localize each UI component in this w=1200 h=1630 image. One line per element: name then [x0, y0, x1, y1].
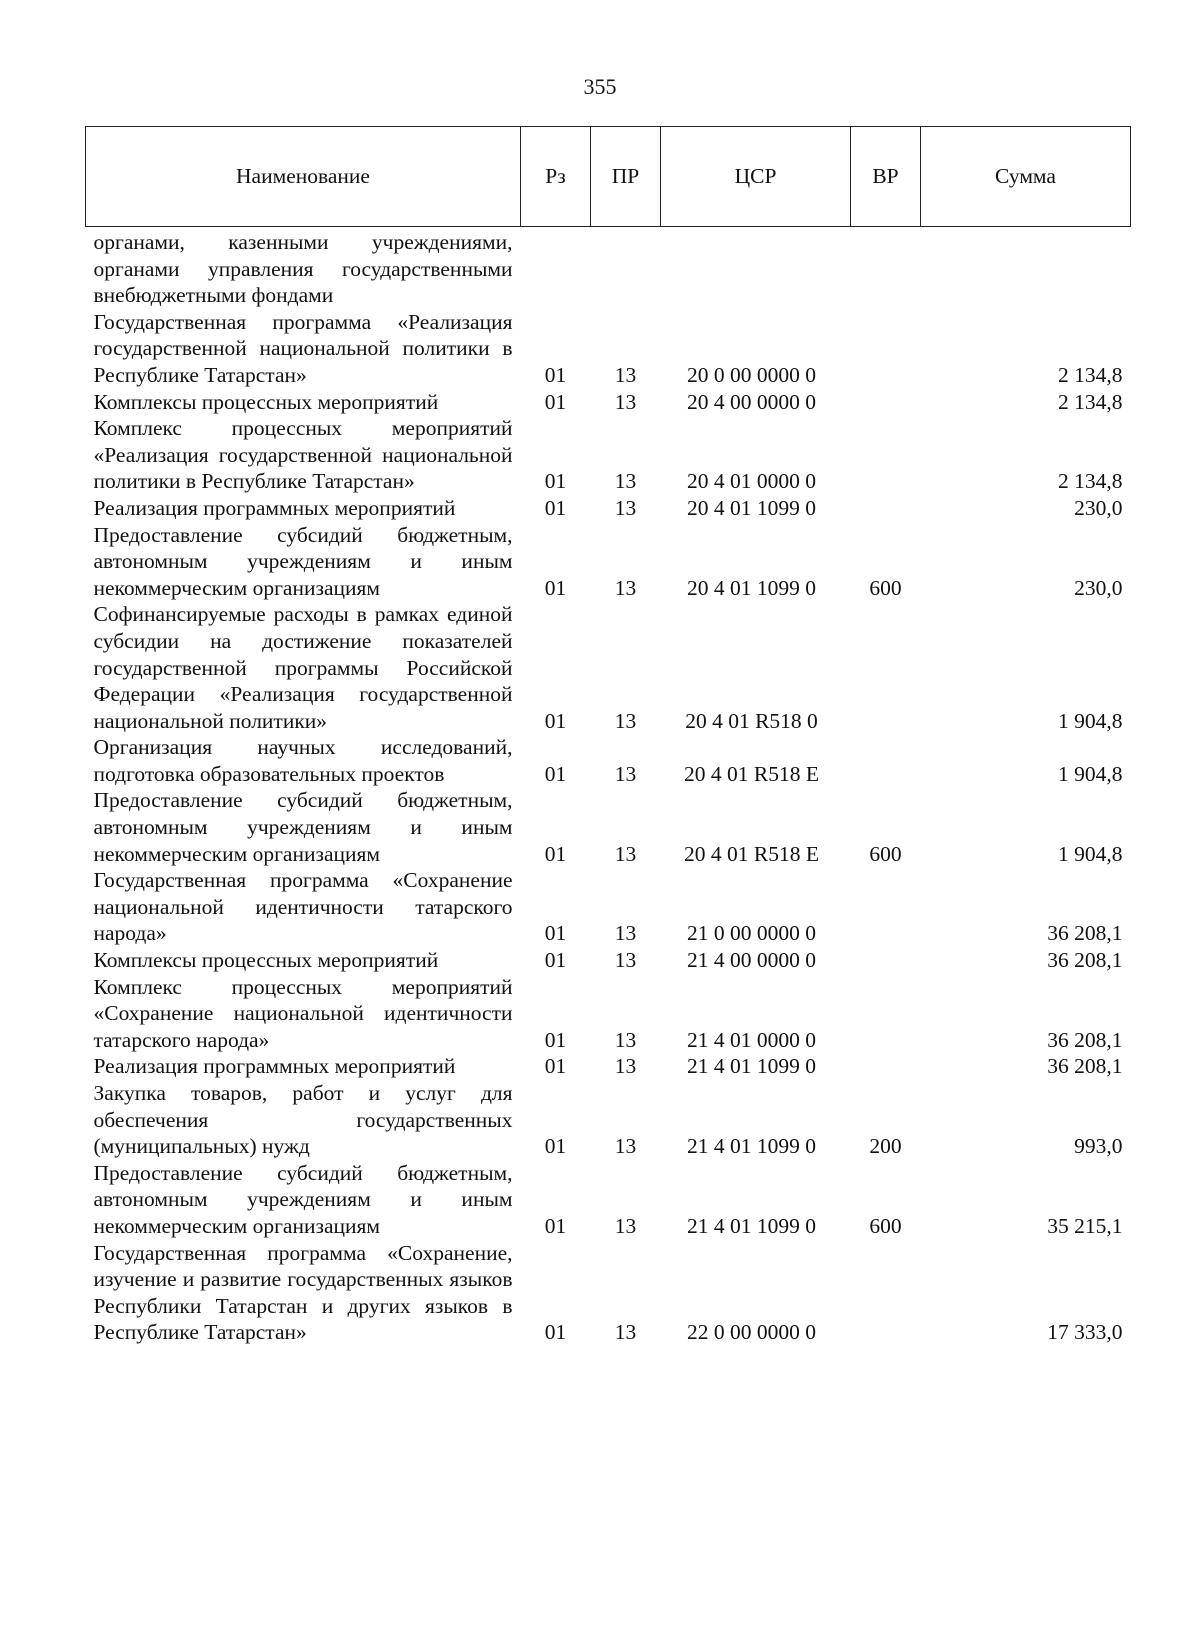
cell-csr: 20 4 01 1099 0	[687, 495, 816, 520]
cell-csr: 21 4 00 0000 0	[687, 948, 816, 973]
cell-pr: 13	[614, 1134, 637, 1159]
cell-csr: 20 0 00 0000 0	[687, 362, 816, 387]
cell-csr: 20 4 01 R518 E	[684, 841, 819, 866]
budget-table	[85, 126, 1131, 1346]
table-body	[86, 227, 1131, 1346]
cell-vr	[851, 1053, 921, 1080]
cell-name: Предоставление субсидий бюджетным, автономным учреждениям и иным некоммерческим организациям	[93, 788, 513, 866]
cell-pr: 13	[614, 362, 637, 387]
table-row	[86, 974, 1131, 1054]
table-row	[86, 601, 1131, 734]
table-row	[86, 495, 1131, 522]
table-row	[86, 1080, 1131, 1160]
header-pr: ПР	[591, 127, 661, 227]
cell-name: Комплексы процессных мероприятий	[93, 389, 439, 414]
cell-name: Организация научных исследований, подготовка образовательных проектов	[93, 735, 513, 786]
cell-rz: 01	[544, 389, 567, 414]
cell-sum: 230,0	[1074, 575, 1123, 600]
cell-vr: 600	[869, 575, 902, 600]
cell-vr	[851, 1240, 921, 1346]
cell-rz: 01	[544, 469, 567, 494]
cell-rz: 01	[544, 1320, 567, 1345]
header-name: Наименование	[86, 127, 521, 227]
cell-csr	[661, 227, 851, 309]
table-row	[86, 947, 1131, 974]
cell-csr: 21 4 01 1099 0	[687, 1213, 816, 1238]
cell-name: Предоставление субсидий бюджетным, автономным учреждениям и иным некоммерческим организациям	[93, 522, 513, 600]
cell-rz: 01	[544, 1054, 567, 1079]
cell-name: органами, казенными учреждениями, органами управления государственными внебюджетными фондами	[93, 230, 513, 308]
cell-name: Комплексы процессных мероприятий	[93, 948, 439, 973]
cell-name: Закупка товаров, работ и услуг для обеспечения государственных (муниципальных) нужд	[93, 1081, 513, 1159]
table-row	[86, 389, 1131, 416]
table-header	[86, 127, 1131, 227]
cell-vr	[851, 734, 921, 787]
cell-pr: 13	[614, 389, 637, 414]
header-sum: Сумма	[921, 127, 1131, 227]
cell-pr: 13	[614, 841, 637, 866]
cell-rz: 01	[544, 495, 567, 520]
table-row	[86, 1240, 1131, 1346]
cell-name: Государственная программа «Сохранение, изучение и развитие государственных языков Республики Татарстан и других языков в Республике Татарстан»	[93, 1240, 513, 1345]
cell-rz: 01	[544, 575, 567, 600]
cell-rz: 01	[544, 1027, 567, 1052]
cell-pr: 13	[614, 948, 637, 973]
cell-csr: 21 4 01 1099 0	[687, 1134, 816, 1159]
cell-csr: 20 4 00 0000 0	[687, 389, 816, 414]
cell-csr: 21 4 01 0000 0	[687, 1027, 816, 1052]
cell-sum: 17 333,0	[1047, 1320, 1123, 1345]
cell-csr: 21 0 00 0000 0	[687, 921, 816, 946]
cell-name: Государственная программа «Реализация государственной национальной политики в Республике Татарстан»	[93, 309, 513, 387]
cell-rz: 01	[544, 1134, 567, 1159]
cell-rz: 01	[544, 708, 567, 733]
cell-csr: 20 4 01 R518 E	[684, 761, 819, 786]
cell-pr	[591, 227, 661, 309]
cell-pr: 13	[614, 1320, 637, 1345]
cell-csr: 20 4 01 0000 0	[687, 469, 816, 494]
cell-name: Софинансируемые расходы в рамках единой субсидии на достижение показателей государственной программы Российской Федерации «Реализация государственной национальной политики»	[93, 602, 513, 733]
cell-pr: 13	[614, 708, 637, 733]
table-row	[86, 734, 1131, 787]
cell-rz: 01	[544, 948, 567, 973]
table-row	[86, 1160, 1131, 1240]
table-row	[86, 309, 1131, 389]
cell-pr: 13	[614, 469, 637, 494]
cell-vr	[851, 389, 921, 416]
cell-csr: 21 4 01 1099 0	[687, 1054, 816, 1079]
cell-sum: 1 904,8	[1058, 761, 1123, 786]
header-vr: ВР	[851, 127, 921, 227]
cell-sum: 36 208,1	[1047, 948, 1123, 973]
cell-pr: 13	[614, 575, 637, 600]
cell-vr	[851, 867, 921, 947]
cell-pr: 13	[614, 1054, 637, 1079]
page-number: 355	[583, 74, 617, 99]
cell-csr: 22 0 00 0000 0	[687, 1320, 816, 1345]
cell-rz: 01	[544, 921, 567, 946]
cell-pr: 13	[614, 1027, 637, 1052]
cell-rz: 01	[544, 841, 567, 866]
cell-rz: 01	[544, 761, 567, 786]
table-row	[86, 522, 1131, 602]
header-rz: Рз	[521, 127, 591, 227]
cell-pr: 13	[614, 921, 637, 946]
cell-vr	[851, 495, 921, 522]
cell-vr	[851, 415, 921, 495]
cell-sum: 36 208,1	[1047, 1054, 1123, 1079]
cell-name: Реализация программных мероприятий	[93, 1054, 456, 1079]
cell-sum: 1 904,8	[1058, 708, 1123, 733]
cell-name: Предоставление субсидий бюджетным, автономным учреждениям и иным некоммерческим организациям	[93, 1160, 513, 1238]
cell-sum: 2 134,8	[1058, 362, 1123, 387]
cell-vr	[851, 947, 921, 974]
cell-sum: 230,0	[1074, 495, 1123, 520]
cell-sum: 1 904,8	[1058, 841, 1123, 866]
cell-vr: 200	[869, 1134, 902, 1159]
cell-name: Государственная программа «Сохранение национальной идентичности татарского народа»	[93, 868, 513, 946]
table-row	[86, 867, 1131, 947]
table-row	[86, 787, 1131, 867]
cell-vr: 600	[869, 1213, 902, 1238]
cell-vr: 600	[869, 841, 902, 866]
cell-vr	[851, 227, 921, 309]
cell-vr	[851, 974, 921, 1054]
cell-sum: 36 208,1	[1047, 921, 1123, 946]
cell-sum: 2 134,8	[1058, 469, 1123, 494]
cell-name: Комплекс процессных мероприятий «Сохранение национальной идентичности татарского народа»	[93, 974, 513, 1052]
cell-name: Реализация программных мероприятий	[93, 495, 456, 520]
header-csr: ЦСР	[661, 127, 851, 227]
header-row	[86, 127, 1131, 227]
cell-pr: 13	[614, 495, 637, 520]
table-row	[86, 227, 1131, 309]
table-row	[86, 415, 1131, 495]
cell-sum: 35 215,1	[1047, 1213, 1123, 1238]
cell-rz: 01	[544, 362, 567, 387]
cell-vr	[851, 309, 921, 389]
cell-pr: 13	[614, 1213, 637, 1238]
cell-sum: 993,0	[1074, 1134, 1123, 1159]
cell-rz: 01	[544, 1213, 567, 1238]
cell-sum: 36 208,1	[1047, 1027, 1123, 1052]
cell-name: Комплекс процессных мероприятий «Реализация государственной национальной политики в Республике Татарстан»	[93, 416, 513, 494]
cell-csr: 20 4 01 R518 0	[685, 708, 818, 733]
cell-sum: 2 134,8	[1058, 389, 1123, 414]
table-row	[86, 1053, 1131, 1080]
cell-csr: 20 4 01 1099 0	[687, 575, 816, 600]
cell-pr: 13	[614, 761, 637, 786]
cell-vr	[851, 601, 921, 734]
cell-sum	[921, 227, 1131, 309]
cell-rz	[521, 227, 591, 309]
